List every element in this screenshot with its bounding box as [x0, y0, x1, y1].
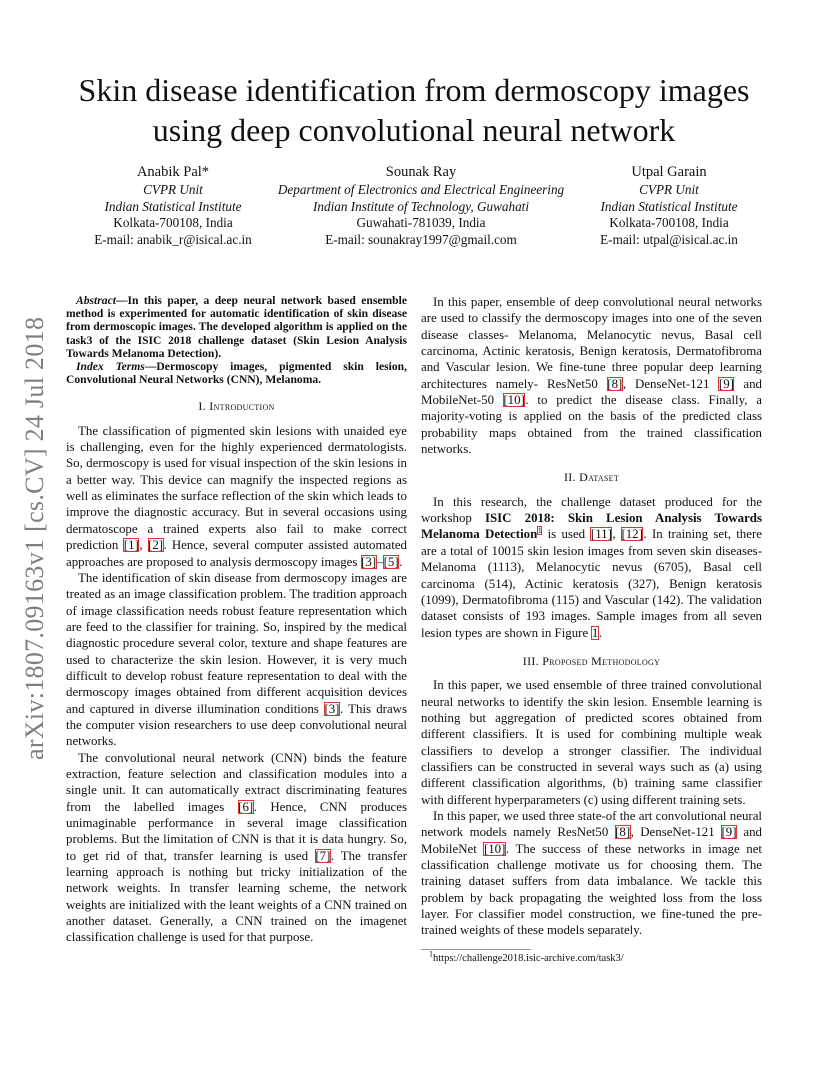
text: , DenseNet-121 — [622, 376, 719, 391]
author-affiliation: CVPR Unit — [143, 181, 203, 197]
text: The convolutional neural network (CNN) binds the feature extraction, feature selection and classification modules into a single unit. It can automatically extract discriminating features from the labelled images — [66, 750, 407, 814]
author-institute: Indian Statistical Institute — [104, 198, 242, 214]
method-paragraph-2 — [421, 808, 762, 939]
arxiv-stamp: arXiv:1807.09163v1 [cs.CV] 24 Jul 2018 — [20, 316, 49, 760]
author-institute: Indian Institute of Technology, Guwahati — [312, 198, 529, 214]
index-terms-text: —Dermoscopy images, pigmented skin lesion, Convolutional Neural Networks (CNN), Melanoma. — [66, 360, 407, 387]
citation-link[interactable]: [12] — [621, 527, 643, 542]
author-name: Sounak Ray — [385, 164, 457, 180]
left-column — [66, 294, 407, 946]
citation-link[interactable]: [9] — [721, 825, 737, 840]
index-terms-label: Index Terms — [76, 360, 145, 374]
text: and MobileNet-50 — [421, 376, 763, 408]
citation-link[interactable]: [5] — [383, 554, 399, 569]
workshop-name: ISIC 2018: Skin Lesion Analysis Towards Melanoma Detection — [421, 511, 762, 542]
title-line-2: using deep convolutional neural network — [152, 112, 676, 148]
footnote-number: 1 — [429, 949, 433, 959]
citation-link[interactable]: [3] — [324, 701, 340, 716]
section-title: Dataset — [579, 470, 620, 485]
author-address: Kolkata-700108, India — [113, 215, 233, 231]
author-name: Anabik Pal* — [136, 164, 210, 180]
text: . — [598, 625, 603, 640]
text: . to predict the disease class. Finally, a majority-voting is applied on the basis of the predicted class probability maps obtained from the trained classification networks. — [421, 393, 762, 457]
footnote-url[interactable]: https://challenge2018.isic-archive.com/task3/ — [433, 952, 624, 964]
abstract-text: —In this paper, a deep neural network based ensemble method is experimented for automatic identification of skin disease from dermoscopic images. The developed algorithm is applied on the task3 of the ISIC 2018 challenge dataset (Skin Lesion Analysis Towards Melanoma Detection). — [66, 294, 407, 360]
intro-paragraph-1 — [66, 423, 407, 570]
dataset-paragraph — [421, 494, 762, 641]
author-email: E-mail: anabik_r@isical.ac.in — [94, 232, 252, 248]
method-paragraph-1: In this paper, we used ensemble of three trained convolutional neural networks to identify the skin lesion. Ensemble learning is nothing but aggregation of predicted scores obtained from different classifiers. It is used for combining multiple weak classifiers to develop a stronger classifier. The individual classifiers can be constructed in several ways such as (a) using different classification algorithms, (b) training same classifier with different hyperparameters (c) using different training sets. — [421, 678, 762, 807]
text: The identification of skin disease from dermoscopy images are treated as an image classification problem. The tradition approach of image classification needs robust feature representation which are feed to the classifier for training. So, inspired by the medical diagnostic procedure several color, texture and shape features are used to characterize the skin lesion. However, it is very much difficult to develop robust feature representation to deal with the dermoscopy images obtained from different acquisition devices and captured in diverse illumination conditions — [66, 570, 407, 716]
section-number: III. — [522, 653, 539, 668]
right-column — [421, 294, 762, 966]
text: , — [612, 527, 621, 542]
text: The classification of pigmented skin lesions with unaided eye is challenging, even for the highly experienced dermatologists. So, dermoscopy is used for visual inspection of the skin lesions in a better way. This device can magnify the inspected regions as well as eliminates the surface reflection of the skin which leads to improve the diagnostic accuracy. But in several occasions using dermatoscope a trained experts also fail to make correct prediction — [66, 423, 407, 553]
text: is used — [542, 527, 591, 542]
citation-link[interactable]: [1] — [123, 538, 139, 553]
text: , — [139, 538, 148, 553]
text: . Hence, CNN produces unimaginable performance in several image classification problems. But the limitation of CNN is that it is data hungry. So, to get rid of that, transfer learning is used — [66, 799, 407, 863]
citation-link[interactable]: [8] — [607, 376, 623, 391]
abstract-label: Abstract — [76, 294, 116, 307]
citation-link[interactable]: [8] — [615, 825, 631, 840]
citation-link[interactable]: [2] — [148, 538, 164, 553]
citation-link[interactable]: [10] — [503, 393, 525, 408]
intro-paragraph-4 — [421, 294, 762, 457]
text: In this paper, ensemble of deep convolutional neural networks are used to classify the dermoscopy images into one of the seven disease classes- Melanoma, Melanocytic nevus, Basal cell carcinoma, Actinic keratosis, Benign keratosis, Dermatofibroma and Vascular lesion. We fine-tune three popular deep learning architectures namely- ResNet50 — [421, 295, 762, 391]
text: , DenseNet-121 — [630, 825, 722, 840]
author-1 — [78, 164, 268, 249]
title-line-1: Skin disease identification from dermoscopy images — [78, 72, 750, 108]
author-email: E-mail: utpal@isical.ac.in — [600, 232, 738, 248]
citation-link[interactable]: [7] — [315, 848, 331, 863]
citation-link[interactable]: [9] — [718, 376, 734, 391]
citation-link[interactable]: [3] — [361, 554, 377, 569]
author-2 — [268, 164, 574, 249]
index-terms — [66, 360, 407, 386]
text: . — [399, 554, 403, 569]
author-3 — [580, 164, 758, 249]
author-address: Guwahati-781039, India — [356, 215, 486, 231]
citation-link[interactable]: [11] — [590, 527, 612, 542]
text: In this research, the challenge dataset produced for the workshop — [421, 494, 762, 526]
paper-title — [40, 70, 788, 150]
section-number: I. — [198, 399, 206, 414]
citation-link[interactable]: [6] — [238, 799, 254, 814]
footnote — [421, 949, 762, 966]
abstract — [66, 294, 407, 386]
section-title: Introduction — [209, 399, 275, 414]
author-name: Utpal Garain — [631, 164, 707, 180]
text: – — [376, 554, 384, 569]
footnote-divider — [421, 949, 531, 950]
author-affiliation: CVPR Unit — [639, 181, 699, 197]
footnote-link[interactable]: 1 — [537, 526, 542, 536]
abstract-paragraph — [66, 294, 407, 360]
intro-paragraph-3 — [66, 750, 407, 946]
section-title: Proposed Methodology — [542, 653, 661, 668]
text: . In training set, there are a total of 10015 skin lesion images from seven skin diseases- Melanoma (1113), Melanocytic nevus (6705), Basal cell carcinoma (514), Actinic keratosis (327), Benign keratosis (1099), Dermatofibroma (115) and Vascular (142). The validation dataset consists of 193 images. Sample images from all seven lesion types are shown in Figure — [421, 527, 762, 640]
text: . This draws the computer vision researchers to use deep convolutional neural networks. — [66, 701, 407, 749]
text: . Hence, several computer assisted automated approaches are proposed to analysis dermoscopy images — [66, 538, 408, 569]
author-institute: Indian Statistical Institute — [600, 198, 738, 214]
intro-paragraph-2 — [66, 570, 407, 750]
section-number: II. — [563, 470, 576, 485]
section-heading-methodology — [421, 653, 762, 669]
section-heading-dataset — [421, 469, 762, 485]
citation-link[interactable]: [10] — [483, 841, 506, 856]
author-address: Kolkata-700108, India — [609, 215, 729, 231]
text: In this paper, we used three state-of the art convolutional neural network models namely ResNet50 — [421, 808, 762, 840]
text: . The transfer learning approach is nothing but tricky initialization of the network weights. In transfer learning scheme, the network weights are initialized with the leant weights of a CNN trained on another dataset. Generally, a CNN trained on the imagenet classification challenge is used for that purpose. — [66, 848, 408, 945]
figure-link[interactable]: 1 — [591, 625, 599, 640]
text: . The success of these networks in image net classification challenge motivate us for choosing them. The training dataset suffers from data imbalance. We tackle this problem by back propagating the weighted loss from the loss layer. For classifier model construction, we fine-tuned the pre-trained weights of these models separately. — [421, 841, 762, 938]
author-email: E-mail: sounakray1997@gmail.com — [325, 232, 517, 248]
author-affiliation: Department of Electronics and Electrical Engineering — [277, 181, 565, 197]
text: and MobileNet — [421, 825, 762, 856]
section-heading-introduction — [66, 398, 407, 414]
